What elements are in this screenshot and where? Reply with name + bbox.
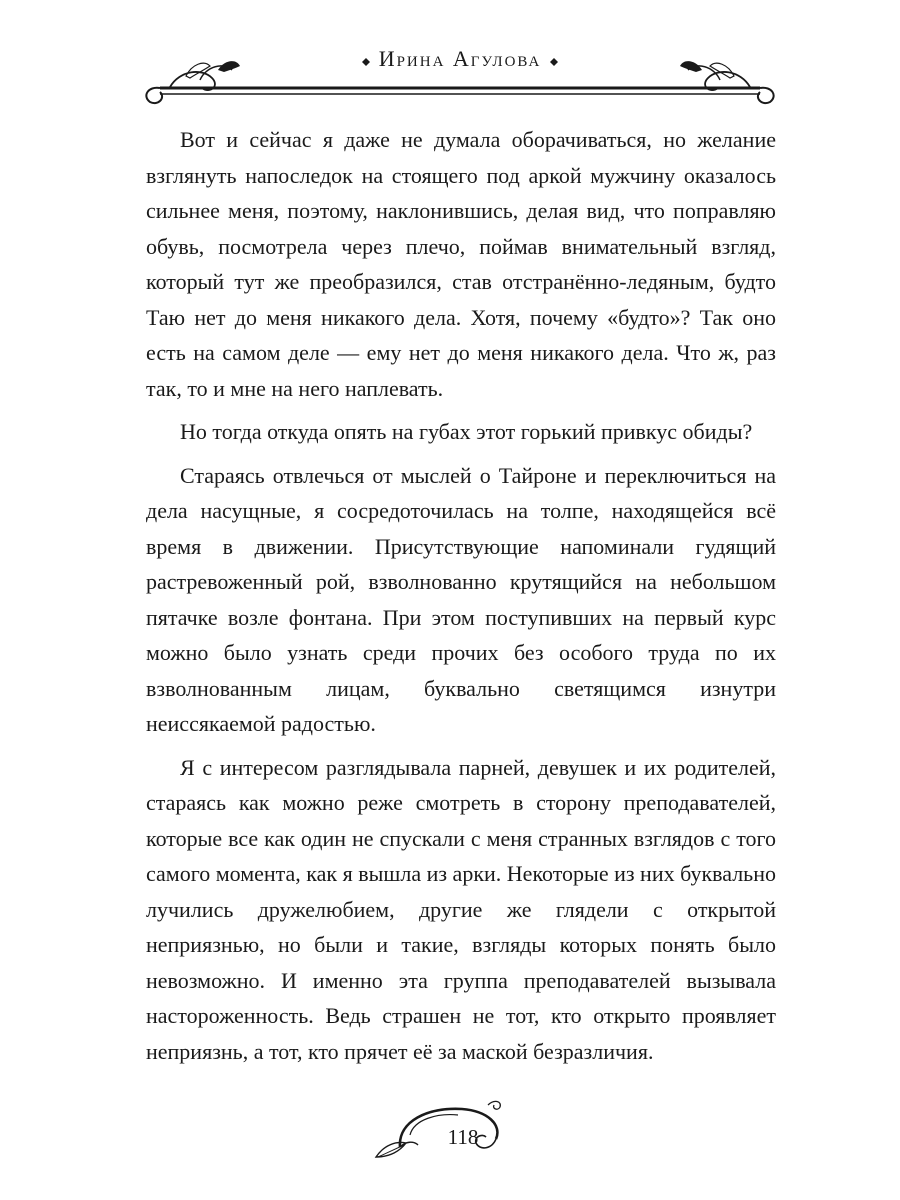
running-header: [140, 40, 780, 110]
author-name: Ирина Агулова: [378, 46, 542, 71]
paragraph-4: Я с интересом разглядывала парней, девушек и их родителей, стараясь как можно реже смотреть в сторону преподавателей, которые все как один не спускали с меня странных взглядов с того самого момента, как я вышла из арки. Некоторые из них буквально лучились дружелюбием, другие же глядели с открытой неприязнью, но были и такие, взгляды которых понять было невозможно. И именно эта группа преподавателей вызывала настороженность. Ведь страшен не тот, кто открыто проявляет неприязнь, а тот, кто прячет её за маской безразличия.: [146, 754, 776, 1064]
page-footer: [370, 1095, 530, 1165]
page-number: 118: [447, 1125, 479, 1149]
paragraph-3: Стараясь отвлечься от мыслей о Тайроне и переключиться на дела насущные, я сосредоточилась на толпе, находящейся всё время в движении. Присутствующие напоминали гудящий растревоженный рой, взволнованно крутящийся на небольшом пятачке возле фонтана. При этом поступивших на первый курс можно было узнать среди прочих без особого труда по их взволнованным лицам, буквально светящимся изнутри неиссякаемой радостью.: [146, 462, 776, 736]
chapter-body-text: [146, 122, 776, 1077]
paragraph-1: Вот и сейчас я даже не думала оборачиваться, но желание взглянуть напоследок на стоящего под аркой мужчину оказалось сильнее меня, поэтому, наклонившись, делая вид, что поправляю обувь, посмотрела через плечо, поймав внимательный взгляд, который тут же преобразился, став отстранённо-ледяным, будто Таю нет до меня никакого дела. Хотя, почему «будто»? Так оно есть на самом деле — ему нет до меня никакого дела. Что ж, раз так, то и мне на него наплевать.: [146, 127, 776, 401]
paragraph-2: Но тогда откуда опять на губах этот горький привкус обиды?: [180, 419, 753, 444]
